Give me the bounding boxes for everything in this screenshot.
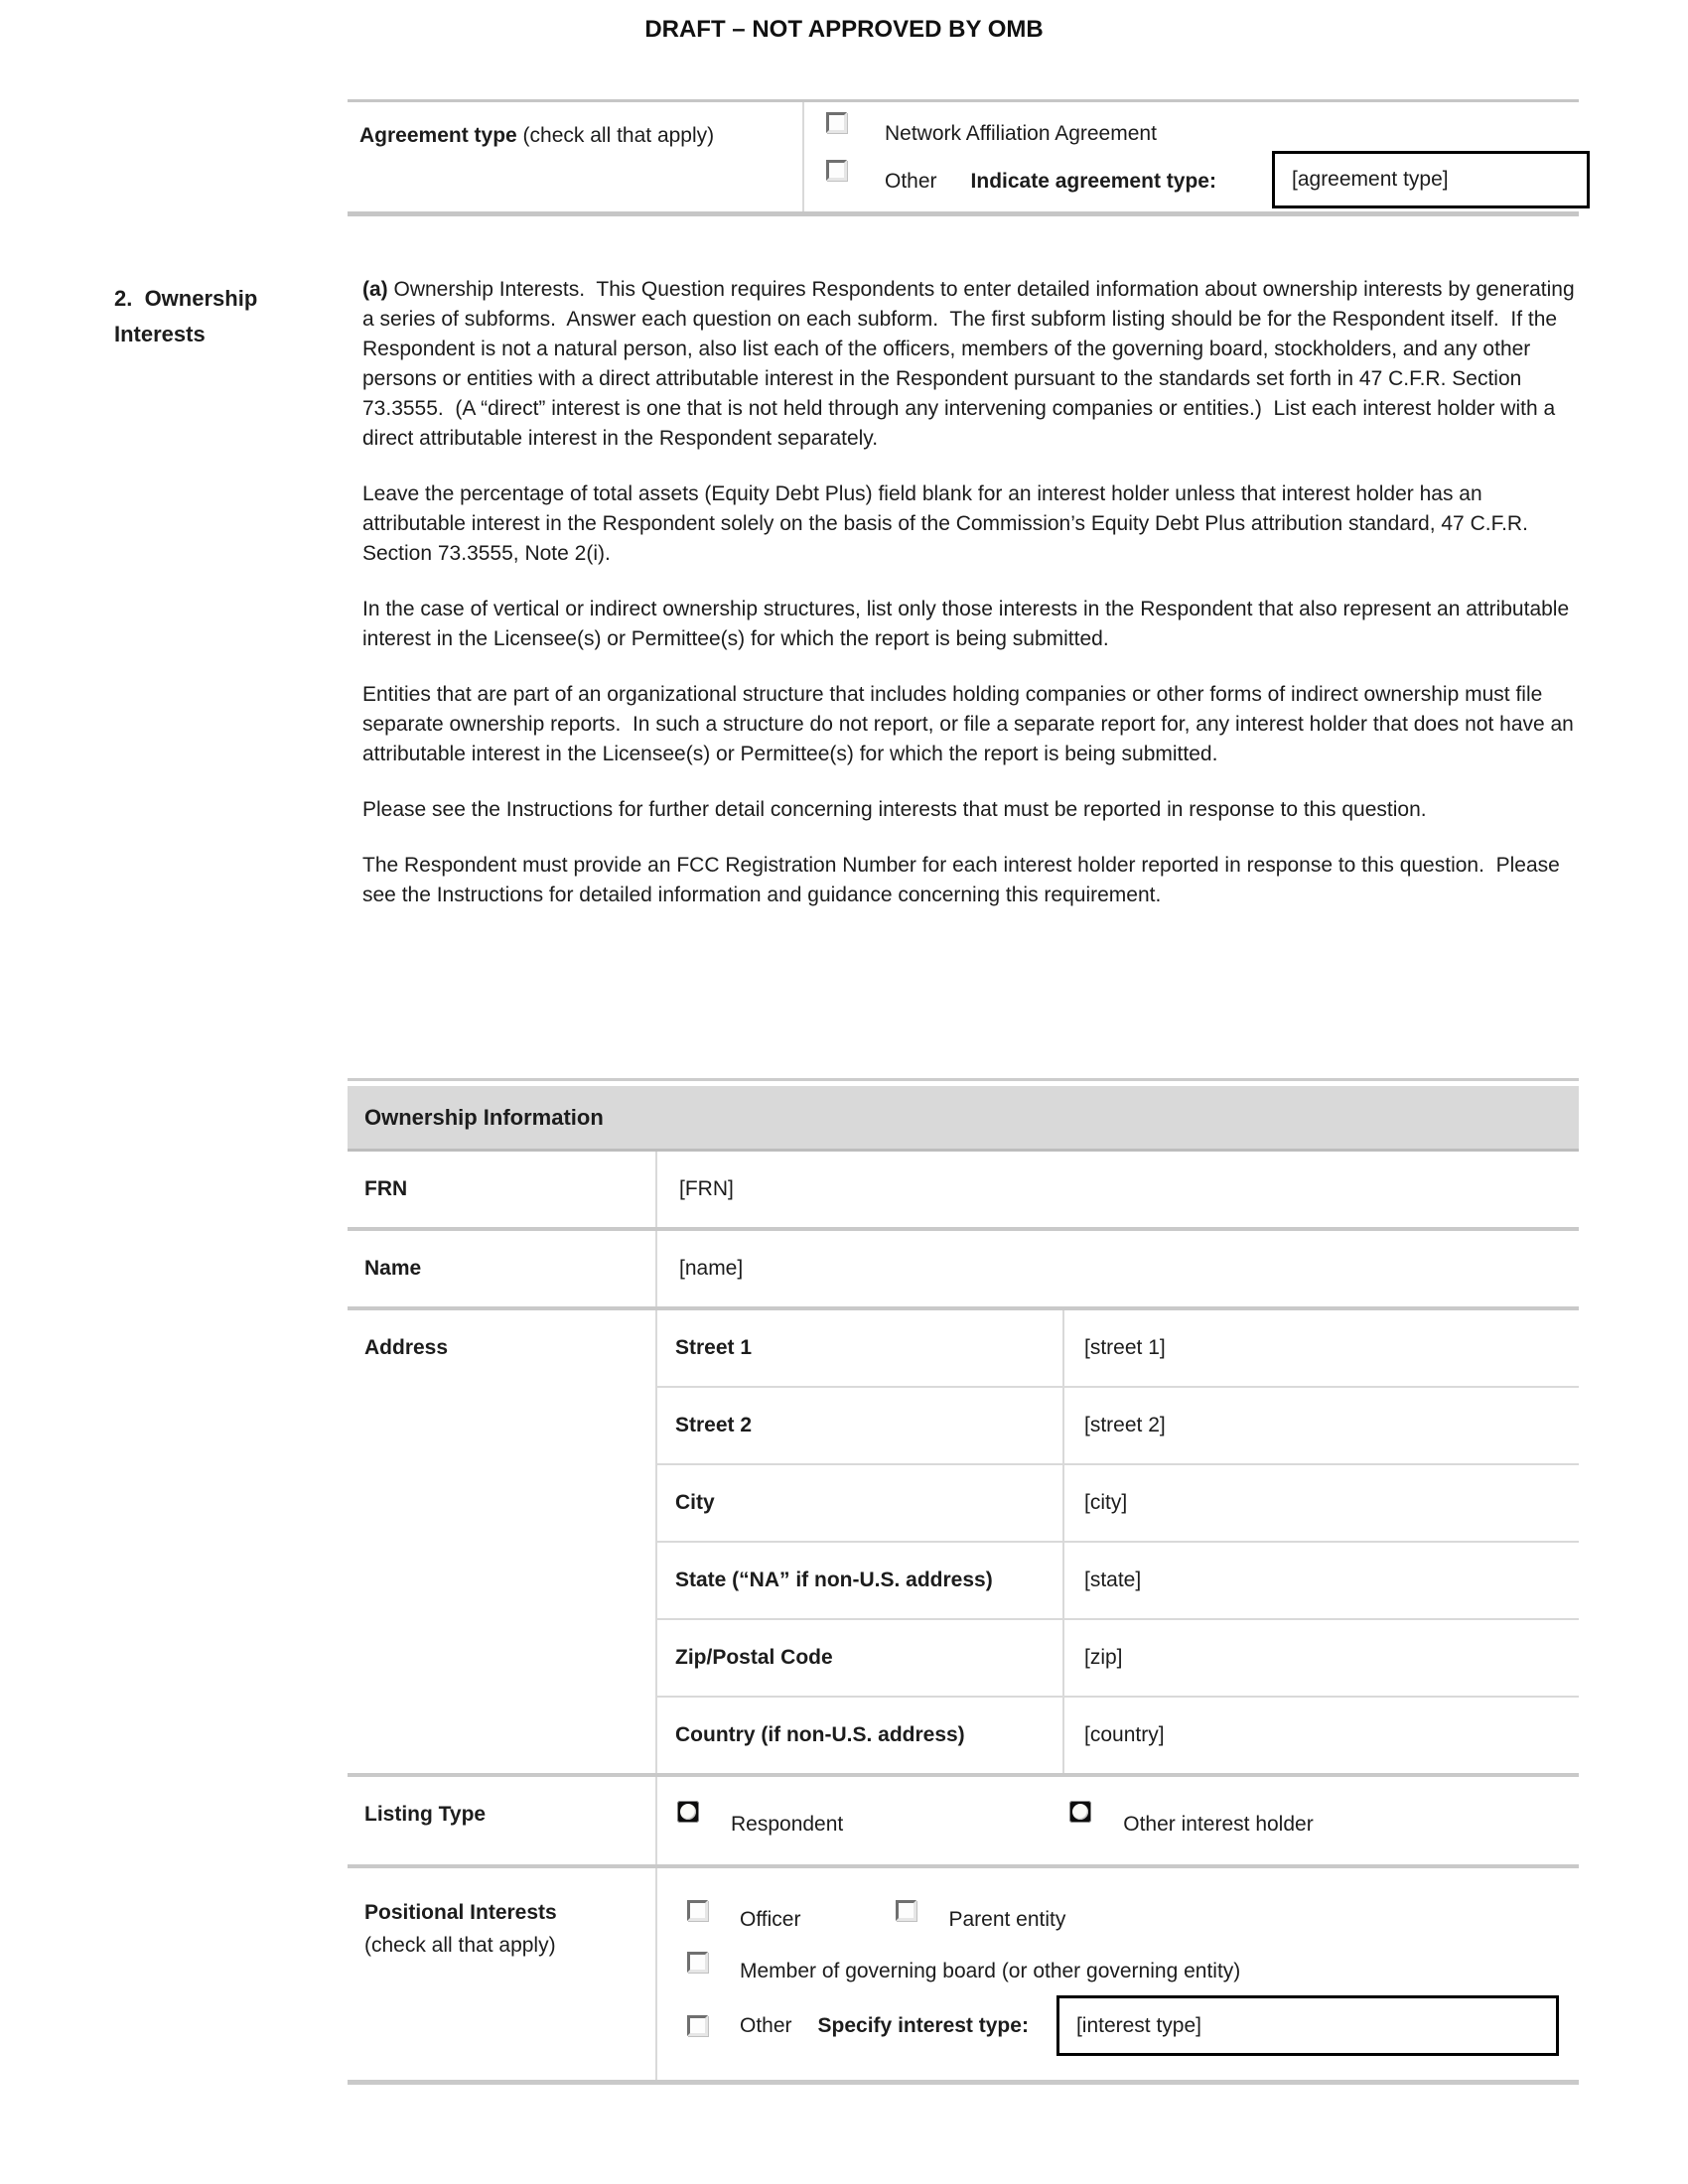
street-1-value: [street 1] <box>1084 1336 1166 1359</box>
positional-interests-note: (check all that apply) <box>364 1934 556 1957</box>
city-row <box>657 1463 1579 1541</box>
address-row <box>348 1306 1579 1773</box>
country-row <box>657 1696 1579 1773</box>
other-interest-line <box>687 1995 1579 2056</box>
agreement-options-cell <box>804 102 1579 211</box>
agreement-type-note: (check all that apply) <box>516 124 715 147</box>
paragraph-a-text: Ownership Interests. This Question requires Respondents to enter detailed information about ownership interests by generating a series of subforms. Answer each question on each subform. The first subform listing should be for the Respondent itself. If the Respondent is not a natural person, also list each of the officers, members of the governing board, stockholders, and any other persons or entities with a direct attributable interest in the Respondent pursuant to the standards set forth in 47 C.F.R. Section 73.3555. (A “direct” interest is one that is not held through any intervening companies or entities.) List each interest holder with a direct attributable interest in the Respondent separately. <box>362 278 1581 450</box>
member-governing-board-label: Member of governing board (or other governing entity) <box>740 1960 1241 1982</box>
street-2-row <box>657 1386 1579 1463</box>
agreement-type-label: Agreement type <box>359 124 517 147</box>
paragraph-5: Please see the Instructions for further detail concerning interests that must be reported in response to this question. <box>362 798 1427 821</box>
agreement-type-cell <box>348 102 804 211</box>
name-label: Name <box>348 1231 657 1306</box>
paragraph-a-lead: (a) <box>362 278 388 301</box>
street-1-row <box>657 1310 1579 1386</box>
name-value: [name] <box>679 1257 744 1280</box>
positional-interests-label: Positional Interests <box>364 1901 557 1924</box>
frn-value: [FRN] <box>679 1177 734 1200</box>
officer-parent-line <box>687 1900 1579 1932</box>
positional-interests-options <box>657 1868 1579 2080</box>
other-interest-checkbox[interactable] <box>687 2015 708 2036</box>
positional-interests-row <box>348 1864 1579 2080</box>
other-interest-label: Other <box>740 2013 792 2037</box>
street-1-label: Street 1 <box>657 1310 1064 1386</box>
specify-interest-type-prompt: Specify interest type: <box>817 2013 1029 2037</box>
network-affiliation-option <box>826 112 1579 146</box>
agreement-type-table <box>348 99 1579 216</box>
state-value: [state] <box>1084 1569 1142 1591</box>
listing-type-options <box>657 1777 1579 1864</box>
indicate-agreement-type-prompt: Indicate agreement type: <box>970 170 1216 193</box>
country-value: [country] <box>1084 1723 1165 1746</box>
officer-label: Officer <box>740 1908 801 1931</box>
zip-label: Zip/Postal Code <box>657 1620 1064 1696</box>
section-2-instructions <box>362 275 1582 936</box>
paragraph-2: Leave the percentage of total assets (Equity Debt Plus) field blank for an interest holder unless that interest holder has an attributable interest in the Respondent solely on the basis of the Commission’s Equity Debt Plus attribution standard, 47 C.F.R. Section 73.3555, Note 2(i). <box>362 482 1534 565</box>
zip-row <box>657 1618 1579 1696</box>
listing-type-label: Listing Type <box>348 1777 657 1864</box>
name-row <box>348 1227 1579 1306</box>
zip-value: [zip] <box>1084 1646 1123 1669</box>
frn-row <box>348 1152 1579 1227</box>
state-row <box>657 1541 1579 1618</box>
street-2-value: [street 2] <box>1084 1414 1166 1436</box>
positional-interests-cell <box>348 1868 657 2080</box>
listing-type-row <box>348 1773 1579 1864</box>
frn-label: FRN <box>348 1152 657 1227</box>
paragraph-6: The Respondent must provide an FCC Registration Number for each interest holder reported in response to this question. Please see the Instructions for detailed information and guidance concerning this requirement. <box>362 854 1566 906</box>
country-label: Country (if non-U.S. address) <box>657 1698 1064 1773</box>
ownership-information-table <box>348 1078 1579 2085</box>
ownership-table-title: Ownership Information <box>364 1104 604 1130</box>
network-affiliation-label: Network Affiliation Agreement <box>885 122 1157 145</box>
address-subrows <box>657 1310 1579 1773</box>
parent-entity-checkbox[interactable] <box>896 1900 916 1921</box>
section-2-heading: 2. Ownership Interests <box>114 286 264 346</box>
parent-entity-label: Parent entity <box>948 1908 1066 1931</box>
city-value: [city] <box>1084 1491 1128 1514</box>
ownership-table-header <box>348 1086 1579 1152</box>
draft-notice: DRAFT – NOT APPROVED BY OMB <box>644 16 1044 43</box>
other-interest-holder-label: Other interest holder <box>1123 1813 1314 1836</box>
paragraph-a <box>362 275 1582 454</box>
respondent-label: Respondent <box>731 1813 844 1836</box>
agreement-type-input[interactable]: [agreement type] <box>1272 151 1590 208</box>
officer-checkbox[interactable] <box>687 1900 708 1921</box>
state-label: State (“NA” if non-U.S. address) <box>657 1543 1064 1618</box>
member-governing-board-checkbox[interactable] <box>687 1952 708 1973</box>
street-2-label: Street 2 <box>657 1388 1064 1463</box>
network-affiliation-checkbox[interactable] <box>826 112 847 133</box>
address-label: Address <box>348 1310 657 1773</box>
member-governing-board-line <box>687 1952 1579 1983</box>
city-label: City <box>657 1465 1064 1541</box>
respondent-radio[interactable] <box>677 1801 699 1823</box>
other-agreement-checkbox[interactable] <box>826 160 847 181</box>
other-agreement-label: Other <box>885 170 937 193</box>
interest-type-input[interactable]: [interest type] <box>1056 1995 1559 2056</box>
paragraph-4: Entities that are part of an organizational structure that includes holding companies or other forms of indirect ownership must file separate ownership reports. In such a structure do not report, or file a separate report for, any interest holder that does not have an attributable interest in the Licensee(s) or Permittee(s) for which the report is being submitted. <box>362 683 1580 765</box>
other-interest-holder-radio[interactable] <box>1069 1801 1091 1823</box>
paragraph-3: In the case of vertical or indirect ownership structures, list only those interests in the Respondent that also represent an attributable interest in the Licensee(s) or Permittee(s) for which the report is being submitted. <box>362 598 1575 650</box>
